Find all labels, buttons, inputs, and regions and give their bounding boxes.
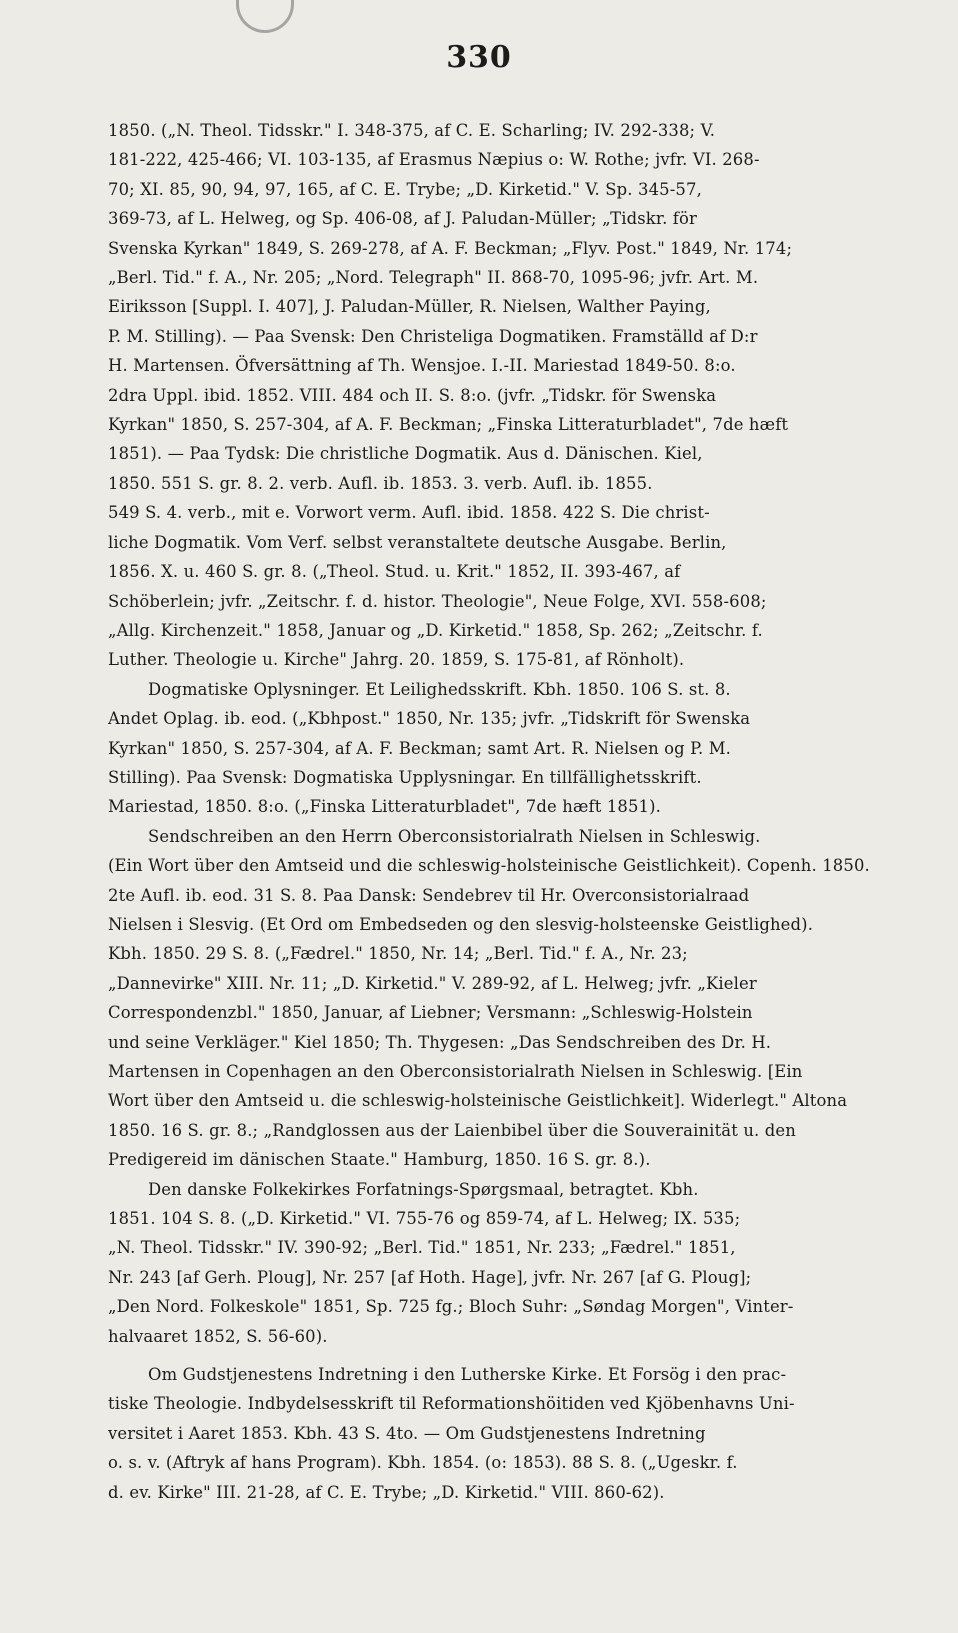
- text-line: 369-73, af L. Helweg, og Sp. 406-08, af J. Paludan-Müller; „Tidskr. för: [108, 209, 698, 229]
- text-line: Martensen in Copenhagen an den Oberconsistorialrath Nielsen in Schleswig. [Ein: [108, 1062, 803, 1081]
- text-line: Predigereid im dänischen Staate." Hamburg, 1850. 16 S. gr. 8.).: [108, 1150, 651, 1170]
- text-line: 181-222, 425-466; VI. 103-135, af Erasmus Næpius o: W. Rothe; jvfr. VI. 268-: [108, 150, 760, 170]
- entry-dogmatiske-oplysninger: [108, 675, 910, 822]
- text-line: Eiriksson [Suppl. I. 407], J. Paludan-Müller, R. Nielsen, Walther Paying,: [108, 297, 711, 317]
- text-line: „Dannevirke" XIII. Nr. 11; „D. Kirketid." V. 289-92, af L. Helweg; jvfr. „Kieler: [108, 973, 757, 993]
- text-line: „Berl. Tid." f. A., Nr. 205; „Nord. Telegraph" II. 868-70, 1095-96; jvfr. Art. M.: [108, 268, 759, 288]
- text-line: Svenska Kyrkan" 1849, S. 269-278, af A. F. Beckman; „Flyv. Post." 1849, Nr. 174;: [108, 238, 793, 258]
- text-line: 549 S. 4. verb., mit e. Vorwort verm. Aufl. ibid. 1858. 422 S. Die christ-: [108, 503, 710, 523]
- text-line: Sendschreiben an den Herrn Oberconsistorialrath Nielsen in Schleswig.: [148, 826, 761, 846]
- text-line: Schöberlein; jvfr. „Zeitschr. f. d. histor. Theologie", Neue Folge, XVI. 558-608;: [108, 591, 767, 611]
- text-line: Luther. Theologie u. Kirche" Jahrg. 20. 1859, S. 175-81, af Rönholt).: [108, 650, 685, 670]
- entry-dogmatik: [108, 116, 910, 675]
- text-line: versitet i Aaret 1853. Kbh. 43 S. 4to. — Om Gudstjenestens Indretning: [108, 1423, 706, 1443]
- text-line: 1850. 551 S. gr. 8. 2. verb. Aufl. ib. 1853. 3. verb. Aufl. ib. 1855.: [108, 473, 653, 493]
- text-line: tiske Theologie. Indbydelsesskrift til Reformationshöitiden ved Kjöbenhavns Uni-: [108, 1394, 795, 1414]
- text-line: Kyrkan" 1850, S. 257-304, af A. F. Beckman; „Finska Litteraturbladet", 7de hæft: [108, 415, 789, 435]
- binding-mark: [236, 0, 294, 33]
- text-line: Mariestad, 1850. 8:o. („Finska Litteraturbladet", 7de hæft 1851).: [108, 797, 662, 817]
- text-line: 1851). — Paa Tydsk: Die christliche Dogmatik. Aus d. Dänischen. Kiel,: [108, 444, 703, 464]
- text-line: Kbh. 1850. 29 S. 8. („Fædrel." 1850, Nr. 14; „Berl. Tid." f. A., Nr. 23;: [108, 944, 688, 964]
- text-line: (Ein Wort über den Amtseid und die schleswig-holsteinische Geistlichkeit). Copenh. 1850.: [108, 856, 870, 876]
- text-line: 1851. 104 S. 8. („D. Kirketid." VI. 755-76 og 859-74, af L. Helweg; IX. 535;: [108, 1209, 741, 1229]
- text-line: 1850. („N. Theol. Tidsskr." I. 348-375, af C. E. Scharling; IV. 292-338; V.: [108, 121, 716, 140]
- text-line: 1850. 16 S. gr. 8.; „Randglossen aus der Laienbibel über die Souverainität u. den: [108, 1120, 796, 1140]
- text-line: Den danske Folkekirkes Forfatnings-Spørgsmaal, betragtet. Kbh.: [148, 1179, 699, 1199]
- text-line: Om Gudstjenestens Indretning i den Lutherske Kirke. Et Forsög i den prac-: [148, 1365, 787, 1385]
- text-line: halvaaret 1852, S. 56-60).: [108, 1326, 328, 1346]
- text-line: d. ev. Kirke" III. 21-28, af C. E. Trybe; „D. Kirketid." VIII. 860-62).: [108, 1482, 665, 1502]
- text-line: und seine Verkläger." Kiel 1850; Th. Thygesen: „Das Sendschreiben des Dr. H.: [108, 1032, 772, 1052]
- entry-folkekirke: [108, 1175, 910, 1351]
- text-line: o. s. v. (Aftryk af hans Program). Kbh. 1854. (o: 1853). 88 S. 8. („Ugeskr. f.: [108, 1453, 738, 1473]
- text-line: „N. Theol. Tidsskr." IV. 390-92; „Berl. Tid." 1851, Nr. 233; „Fædrel." 1851,: [108, 1238, 736, 1258]
- text-line: „Allg. Kirchenzeit." 1858, Januar og „D. Kirketid." 1858, Sp. 262; „Zeitschr. f.: [108, 620, 763, 640]
- text-line: P. M. Stilling). — Paa Svensk: Den Christeliga Dogmatiken. Framställd af D:r: [108, 326, 758, 346]
- text-line: H. Martensen. Öfversättning af Th. Wensjoe. I.-II. Mariestad 1849-50. 8:o.: [108, 356, 736, 376]
- text-line: Wort über den Amtseid u. die schleswig-holsteinische Geistlichkeit]. Widerlegt." Altona: [108, 1091, 848, 1111]
- text-line: Stilling). Paa Svensk: Dogmatiska Upplysningar. En tillfällighetsskrift.: [108, 767, 702, 787]
- text-line: liche Dogmatik. Vom Verf. selbst veranstaltete deutsche Ausgabe. Berlin,: [108, 532, 727, 552]
- text-line: Correspondenzbl." 1850, Januar, af Liebner; Versmann: „Schleswig-Holstein: [108, 1003, 753, 1023]
- text-line: „Den Nord. Folkeskole" 1851, Sp. 725 fg.; Bloch Suhr: „Søndag Morgen", Vinter-: [108, 1297, 794, 1317]
- text-line: 2dra Uppl. ibid. 1852. VIII. 484 och II. S. 8:o. (jvfr. „Tidskr. för Swenska: [108, 385, 717, 405]
- text-line: Kyrkan" 1850, S. 257-304, af A. F. Beckman; samt Art. R. Nielsen og P. M.: [108, 738, 732, 758]
- text-line: Dogmatiske Oplysninger. Et Leilighedsskrift. Kbh. 1850. 106 S. st. 8.: [148, 679, 731, 699]
- text-line: Nielsen i Slesvig. (Et Ord om Embedseden og den slesvig-holsteenske Geistlighed).: [108, 914, 814, 934]
- text-line: Andet Oplag. ib. eod. („Kbhpost." 1850, Nr. 135; jvfr. „Tidskrift för Swenska: [108, 709, 751, 729]
- page-number: 330: [446, 40, 512, 75]
- entry-sendschreiben: [108, 822, 910, 1175]
- text-line: 2te Aufl. ib. eod. 31 S. 8. Paa Dansk: Sendebrev til Hr. Overconsistorialraad: [108, 885, 750, 905]
- entry-gudstjenestens-indretning: [108, 1360, 910, 1507]
- text-line: 70; XI. 85, 90, 94, 97, 165, af C. E. Trybe; „D. Kirketid." V. Sp. 345-57,: [108, 179, 702, 199]
- text-line: Nr. 243 [af Gerh. Ploug], Nr. 257 [af Hoth. Hage], jvfr. Nr. 267 [af G. Ploug];: [108, 1267, 752, 1287]
- page-body: [108, 116, 910, 1507]
- text-line: 1856. X. u. 460 S. gr. 8. („Theol. Stud. u. Krit." 1852, II. 393-467, af: [108, 562, 681, 582]
